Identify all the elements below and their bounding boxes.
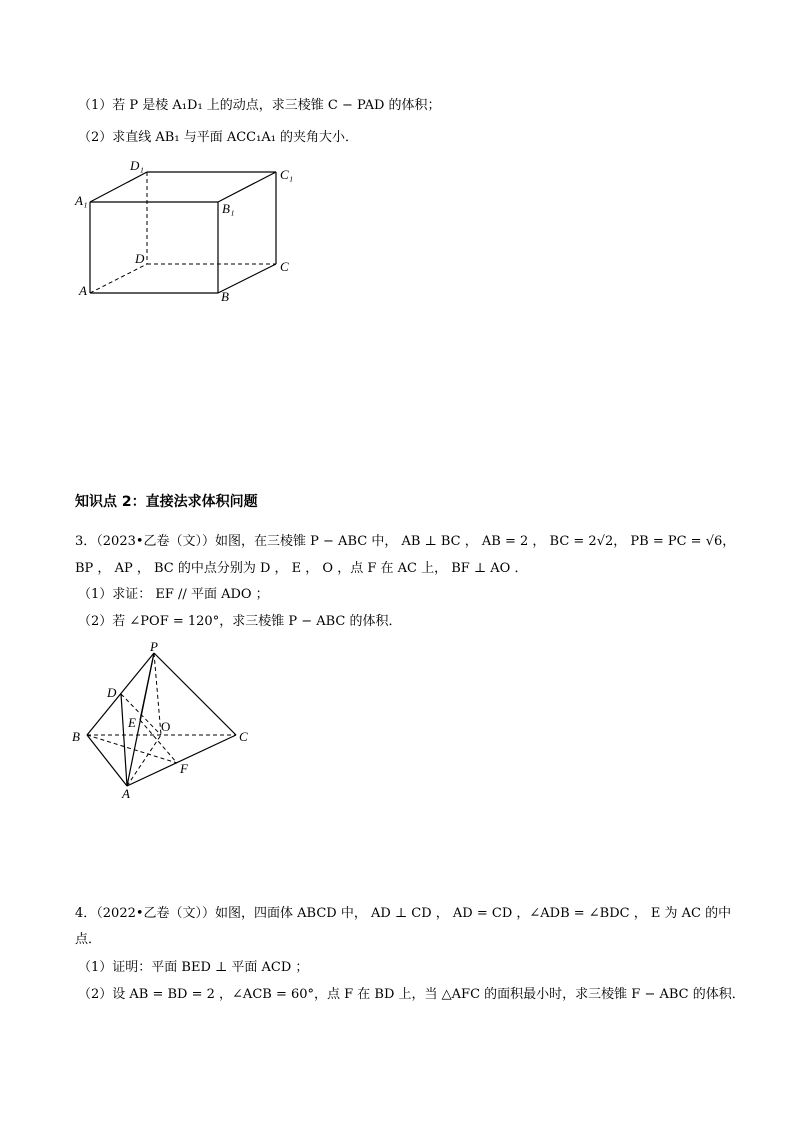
problem4-part2: （2）设 AB = BD = 2 ，∠ACB = 60°，点 F 在 BD 上，当 △AFC 的面积最小时，求三棱锥 F − ABC 的体积． — [78, 987, 745, 1002]
label-C-pyr: C — [239, 729, 248, 744]
label-E: E — [128, 715, 136, 730]
label-D1: D₁ — [130, 158, 144, 173]
problem4-line1: 4．（2022•乙卷（文））如图，四面体 ABCD 中， AD ⊥ CD ， AD = CD ，∠ADB = ∠BDC ， E 为 AC 的中 — [75, 906, 732, 921]
problem3-part1: （1）求证： EF // 平面 ADO ； — [78, 587, 269, 602]
problem-part-1: （1）若 P 是棱 A₁D₁ 上的动点，求三棱锥 C − PAD 的体积； — [78, 98, 441, 113]
label-C: C — [280, 259, 289, 274]
label-B-pyr: B — [72, 729, 80, 744]
label-D: D — [135, 251, 145, 266]
section-heading: 知识点 2：直接法求体积问题 — [75, 494, 258, 510]
label-F: F — [180, 761, 188, 776]
label-A: A — [79, 283, 87, 298]
problem-part-2: （2）求直线 AB₁ 与平面 ACC₁A₁ 的夹角大小． — [78, 130, 359, 145]
problem3-line2: BP ， AP ， BC 的中点分别为 D ， E ， O ，点 F 在 AC 上， BF ⊥ AO ． — [75, 561, 528, 576]
label-P: P — [150, 639, 158, 654]
problem4-line2: 点． — [75, 932, 102, 947]
label-B: B — [221, 289, 229, 304]
label-O: O — [161, 719, 171, 734]
label-C1: C₁ — [280, 167, 294, 182]
problem4-part1: （1）证明：平面 BED ⊥ 平面 ACD ； — [78, 960, 309, 975]
problem3-part2: （2）若 ∠POF = 120°，求三棱锥 P − ABC 的体积． — [78, 614, 402, 629]
label-A-pyr: A — [122, 786, 130, 801]
problem3-line1: 3．（2023•乙卷（文））如图，在三棱锥 P − ABC 中， AB ⊥ BC ， AB = 2 ， BC = 2√2， PB = PC = √6， — [75, 534, 736, 549]
label-A1: A₁ — [75, 193, 88, 208]
label-D-pyr: D — [107, 685, 117, 700]
label-B1: B₁ — [222, 201, 235, 216]
